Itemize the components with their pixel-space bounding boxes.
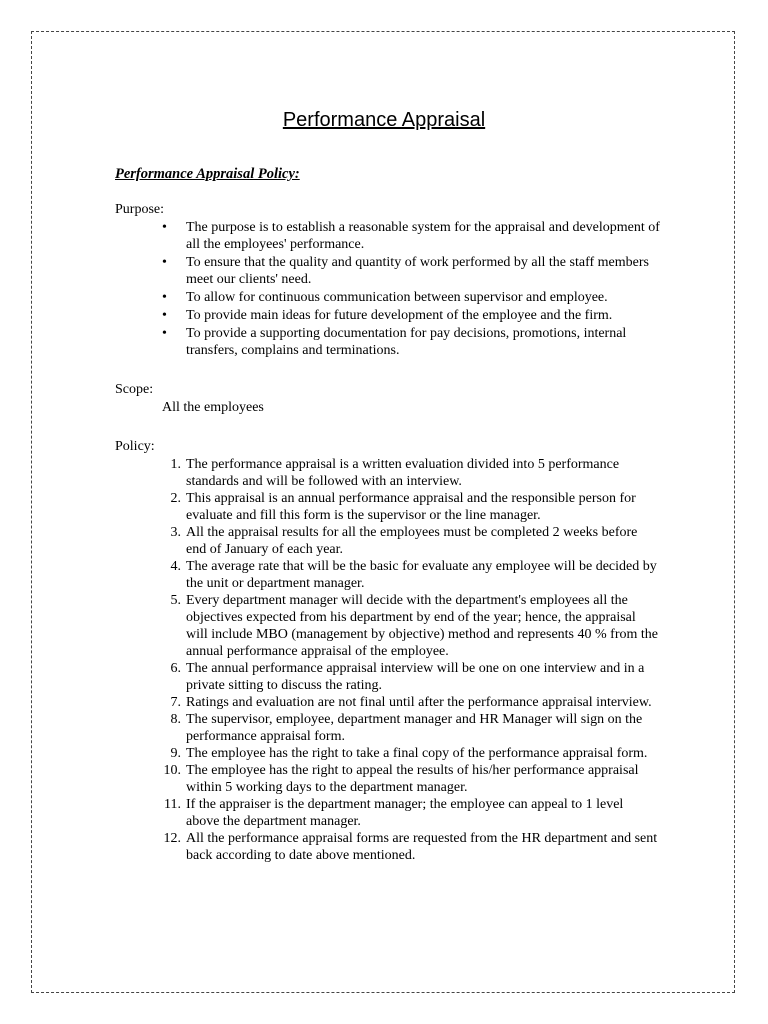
scope-text: All the employees [162,400,264,415]
list-item: 11. If the appraiser is the department manager; the employee can appeal to 1 level above the department manager. [164,797,624,829]
bullet-icon: • [162,308,167,323]
list-item: 3. All the appraisal results for all the employees must be completed 2 weeks before end of January of each year. [170,525,638,557]
list-item: • To provide main ideas for future development of the employee and the firm. [162,308,613,323]
bullet-icon: • [162,255,167,270]
list-item: 12. All the performance appraisal forms are requested from the HR department and sent back according to date above mentioned. [163,831,658,863]
bullet-icon: • [162,326,167,341]
policy-list [115,456,660,864]
list-item: 10. The employee has the right to appeal the results of his/her performance appraisal within 5 working days to the department manager. [163,763,639,795]
list-item: 2. This appraisal is an annual performance appraisal and the responsible person for evaluate and fill this form is the supervisor or the line manager. [170,491,636,523]
scope-label: Scope: [115,382,154,397]
document-title: Performance Appraisal [282,109,486,131]
list-item: • To ensure that the quality and quantity of work performed by all the staff members meet our clients' need. [162,255,649,287]
purpose-list [115,219,660,359]
list-item: 6. The annual performance appraisal interview will be one on one interview and in a private sitting to discuss the rating. [170,661,645,693]
purpose-label: Purpose: [115,202,164,217]
document-body [115,166,660,864]
list-item: • To provide a supporting documentation for pay decisions, promotions, internal transfers, complains and terminations. [162,326,627,358]
bullet-icon: • [162,290,167,305]
list-item: 9. The employee has the right to take a final copy of the performance appraisal form. [170,746,648,761]
bullet-icon: • [162,220,167,235]
list-item: 1. The performance appraisal is a written evaluation divided into 5 performance standards and will be followed with an interview. [170,457,620,489]
list-item: 8. The supervisor, employee, department manager and HR Manager will sign on the performance appraisal form. [170,712,643,744]
list-item: • To allow for continuous communication between supervisor and employee. [162,290,608,305]
list-item: • The purpose is to establish a reasonable system for the appraisal and development of all the employees' performance. [162,220,660,252]
list-item: 5. Every department manager will decide with the department's employees all the objectives expected from his department by end of the year; hence, the appraisal will include MBO (management by objective) method and represents 40 % from the annual performance appraisal of the employee. [170,593,658,659]
policy-label: Policy: [115,439,155,454]
policy-heading: Performance Appraisal Policy: [115,166,300,182]
list-item: 7. Ratings and evaluation are not final until after the performance appraisal interview. [170,695,652,710]
list-item: 4. The average rate that will be the basic for evaluate any employee will be decided by the unit or department manager. [170,559,657,591]
